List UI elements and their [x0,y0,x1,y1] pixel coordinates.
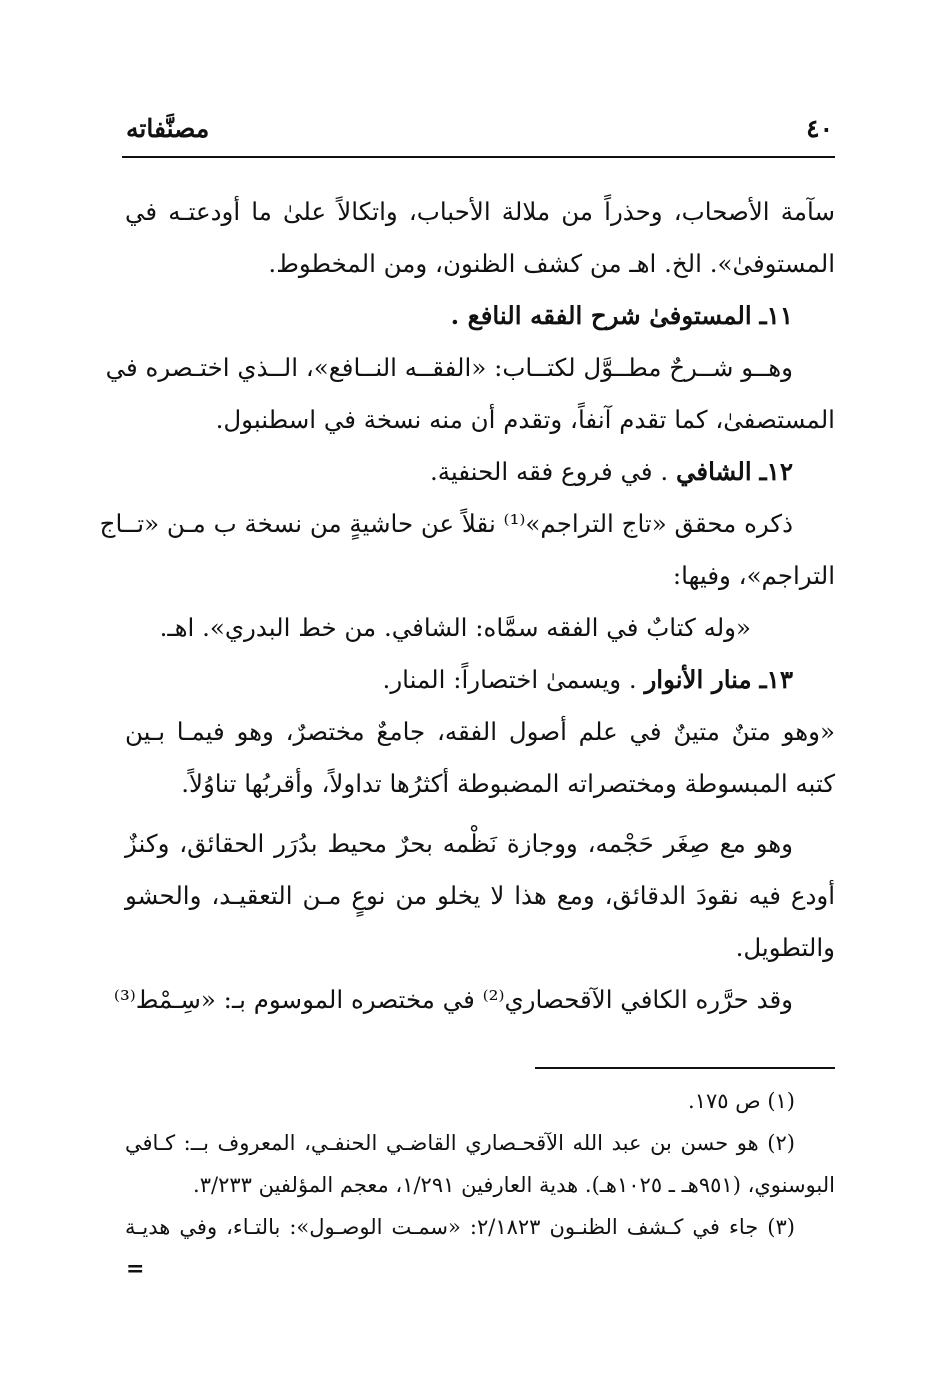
footnotes [125,1080,835,1248]
main-text [99,186,835,1026]
quotation-line: «وله كتابٌ في الفقه سمَّاه: الشافي. من خط البدري». اهـ. [159,613,751,642]
footnote-2-line: (٢) هو حسن بن عبد الله الآقحـصاري القاضـي الحنفـي، المعروف بــ: كـافي [125,1131,795,1155]
paragraph-gap [125,810,835,818]
running-title: مصنَّفاته [126,114,210,143]
paragraph-line: كتبه المبسوطة ومختصراته المضبوطة أكثرُها تداولاً، وأقربُها تناوُلاً. [181,769,835,798]
paragraph-line: المستصفىٰ، كما تقدم آنفاً، وتقدم أن منه نسخة في اسطنبول. [215,405,835,434]
footnote-2-line: البوسنوي، (٩٥١هـ ـ ١٠٢٥هـ). هدية العارفين ١/٢٩١، معجم المؤلفين ٣/٢٣٣. [193,1173,835,1197]
page-header [122,108,835,158]
paragraph-line: سآمة الأصحاب، وحذراً من ملالة الأحباب، واتكالاً علىٰ ما أودعتـه في [125,197,835,226]
heading-description: . ويسمىٰ اختصاراً: المنار. [382,665,637,694]
paragraph-line: والتطويل. [735,933,835,962]
paragraph-line: «وهو متنٌ متينٌ في علم أصول الفقه، جامعٌ مختصرٌ، وهو فيمـا بـين [125,717,835,746]
heading-title: منار الأنوار [644,665,752,694]
heading-number: ١٢ـ [759,457,793,486]
heading-number: ١٣ـ [759,665,793,694]
paragraph-line: التراجم»، وفيها: [672,561,835,590]
section-heading-11 [125,290,835,342]
heading-number: ١١ـ [759,301,793,330]
section-heading-12 [125,446,835,498]
page-number: ٤٠ [806,114,833,143]
paragraph-line: وقد حرَّره الكافي الآقحصاري⁽²⁾ في مختصره الموسوم بـ: «سِـمْط⁽³⁾ [113,985,793,1014]
paragraph-line: وهــو شــرحٌ مطــوَّل لكتــاب: «الفقــه النــافع»، الــذي اختـصره في [105,353,793,382]
footnote-continuation-mark: = [126,1256,145,1282]
section-heading-13 [125,654,835,706]
heading-title: الشافي [675,457,752,486]
paragraph-line: ذكره محقق «تاج التراجم»⁽¹⁾ نقلاً عن حاشيةٍ من نسخة ب مـن «تــاج [99,509,793,538]
heading-title: المستوفىٰ شرح الفقه النافع . [450,301,752,330]
paragraph-line: أودع فيه نقودَ الدقائق، ومع هذا لا يخلو من نوعٍ مـن التعقيـد، والحشو [125,881,835,910]
paragraph-line: وهو مع صِغَر حَجْمه، ووجازة نَظْمه بحرٌ محيط بدُرَر الحقائق، وكنزٌ [125,829,793,858]
footnote-1: (١) ص ١٧٥. [688,1089,795,1113]
footnote-3-line: (٣) جاء في كـشف الظنـون ٢/١٨٢٣: «سمـت الوصـول»: بالتـاء، وفي هديـة [125,1215,795,1239]
heading-description: . في فروع فقه الحنفية. [429,457,669,486]
footnote-separator [535,1067,835,1069]
paragraph-line: المستوفىٰ». الخ. اهـ من كشف الظنون، ومن المخطوط. [268,249,835,278]
